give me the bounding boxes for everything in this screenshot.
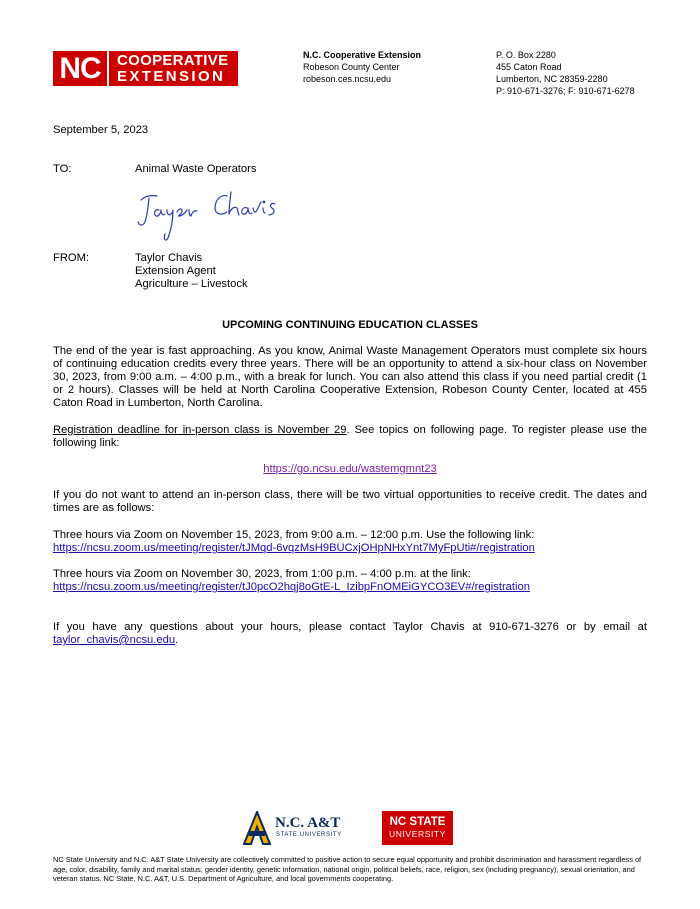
logo-line2: EXTENSION [117, 67, 226, 85]
address-city: Lumberton, NC 28359-2280 [496, 74, 608, 84]
from-name: Taylor Chavis [135, 252, 203, 264]
ncat-sub: STATE UNIVERSITY [276, 832, 342, 838]
zoom-2-link[interactable]: https://ncsu.zoom.us/meeting/register/tJ0pcO2hqj8oGtE-L_IzibpFnOMEiGYCO3EV#/registration [53, 581, 530, 593]
office-web: robeson.ces.ncsu.edu [303, 74, 392, 84]
logo-words [109, 51, 238, 86]
zoom-2-text: Three hours via Zoom on November 30, 2023, from 1:00 p.m. – 4:00 p.m. at the link: [53, 568, 471, 580]
nc-cooperative-extension-logo [53, 51, 238, 86]
logo-nc: NC [53, 51, 109, 86]
ncstate-name: NC STATE [389, 816, 446, 828]
contact-email-link[interactable]: taylor_chavis@ncsu.edu [53, 634, 176, 646]
to-label: TO: [53, 163, 72, 175]
contact-end: . [175, 634, 179, 646]
from-title: Extension Agent [135, 265, 216, 277]
zoom-option-2 [53, 568, 647, 594]
footer-statement: NC State University and N.C. A&T State University are collectively committed to positive action to secure equal opportunity and prohibit discrimination and harassment regardless of age, color, disability, family and marital status, gender identity, genetic information, national origin, political beliefs, race, religion, sex (including pregnancy), sexual orientation, and veteran status. NC State, N.C. A&T, U.S. Department of Agriculture, and local governments cooperating. [53, 855, 642, 883]
office-name: N.C. Cooperative Extension [303, 50, 422, 60]
office-info [303, 49, 421, 85]
zoom-1-link[interactable]: https://ncsu.zoom.us/meeting/register/tJMqd-6vqzMsH9BUCxjOHpNHxYnt7MyFpUti#/registration [53, 542, 535, 554]
zoom-1-text: Three hours via Zoom on November 15, 2023, from 9:00 a.m. – 12:00 p.m. Use the following link: [53, 529, 535, 541]
registration-deadline: Registration deadline for in-person class is November 29 [53, 424, 347, 436]
paragraph-contact [53, 621, 647, 647]
zoom-option-1 [53, 529, 647, 555]
registration-rest: . See topics on following page. To register please use the following link: [53, 424, 647, 449]
from-label: FROM: [53, 252, 90, 264]
from-dept: Agriculture – Livestock [135, 278, 248, 290]
address-street: 455 Caton Road [496, 62, 562, 72]
address-block [496, 49, 635, 97]
paragraph-registration [53, 424, 647, 450]
ncat-aggie-icon [243, 811, 271, 845]
paragraph-virtual: If you do not want to attend an in-person class, there will be two virtual opportunities to receive credit. The dates and times are as follows: [53, 489, 647, 514]
contact-text: If you have any questions about your hours, please contact Taylor Chavis at 910-671-3276 or by email at [53, 621, 647, 633]
address-phone: P: 910-671-3276; F: 910-671-6278 [496, 86, 635, 96]
address-box: P. O. Box 2280 [496, 50, 556, 60]
ncstate-sub: UNIVERSITY [388, 829, 446, 839]
ncstate-logo [382, 811, 453, 845]
ncat-logo [243, 811, 353, 845]
ncat-name: N.C. A&T [275, 815, 341, 831]
logo-line1: COOPERATIVE [117, 51, 229, 69]
registration-link-row [53, 463, 647, 476]
office-center: Robeson County Center [303, 62, 400, 72]
signature-image [135, 186, 285, 248]
from-block [135, 252, 248, 291]
letter-heading: UPCOMING CONTINUING EDUCATION CLASSES [222, 319, 478, 331]
registration-link[interactable]: https://go.ncsu.edu/wastemgmnt23 [263, 463, 437, 475]
letter-date: September 5, 2023 [53, 124, 149, 136]
paragraph-intro: The end of the year is fast approaching. As you know, Animal Waste Management Operators must complete six hours of continuing education credits every three years. There will be an opportunity to attend a six-hour class on November 30, 2023, from 9:00 a.m. – 4:00 p.m., with a break for lunch. You can also attend this class if you need partial credit (1 or 2 hours). Classes will be held at North Carolina Cooperative Extension, Robeson County Center, located at 455 Caton Road in Lumberton, North Carolina. [53, 345, 647, 409]
to-value: Animal Waste Operators [135, 163, 257, 175]
